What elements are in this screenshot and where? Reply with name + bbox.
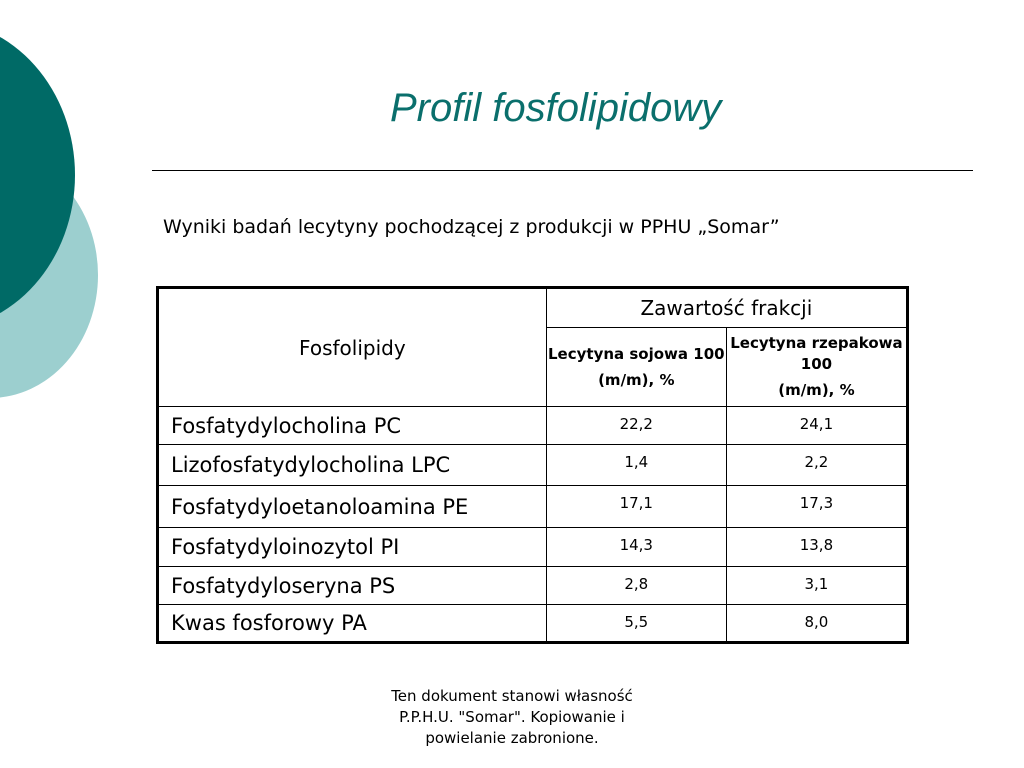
phospholipid-name: Fosfatydyloseryna PS <box>158 567 547 605</box>
column-unit: (m/m), % <box>778 381 855 399</box>
rapeseed-value: 2,2 <box>726 445 907 486</box>
soy-value: 5,5 <box>546 605 726 643</box>
table-header-row <box>158 288 908 328</box>
title-divider <box>152 170 973 171</box>
soy-value: 2,8 <box>546 567 726 605</box>
table-row <box>158 445 908 486</box>
column-name: Lecytyna sojowa 100 <box>548 344 725 363</box>
column-name: Lecytyna rzepakowa 100 <box>730 334 903 373</box>
table-row <box>158 486 908 528</box>
footer-line: Ten dokument stanowi własność <box>391 687 633 705</box>
phospholipid-name: Fosfatydyloinozytol PI <box>158 528 547 567</box>
soy-value: 1,4 <box>546 445 726 486</box>
phospholipid-name: Fosfatydyloetanoloamina PE <box>158 486 547 528</box>
copyright-footer <box>340 686 684 749</box>
phospholipid-name: Kwas fosforowy PA <box>158 605 547 643</box>
rapeseed-value: 24,1 <box>726 407 907 445</box>
phospholipid-name: Lizofosfatydylocholina LPC <box>158 445 547 486</box>
rapeseed-value: 17,3 <box>726 486 907 528</box>
rapeseed-value: 13,8 <box>726 528 907 567</box>
table-row <box>158 567 908 605</box>
footer-line: P.P.H.U. "Somar". Kopiowanie i <box>399 708 625 726</box>
header-soy-lecithin <box>546 328 726 407</box>
table-row <box>158 605 908 643</box>
soy-value: 14,3 <box>546 528 726 567</box>
rapeseed-value: 3,1 <box>726 567 907 605</box>
slide-title: Profil fosfolipidowy <box>390 86 722 130</box>
column-unit: (m/m), % <box>598 370 675 389</box>
slide-subtitle: Wyniki badań lecytyny pochodzącej z produkcji w PPHU „Somar” <box>163 216 780 238</box>
header-fraction-content: Zawartość frakcji <box>546 288 907 328</box>
footer-line: powielanie zabronione. <box>425 729 599 747</box>
header-rapeseed-lecithin <box>726 328 907 407</box>
header-phospholipids: Fosfolipidy <box>158 288 547 407</box>
phospholipid-table <box>156 286 909 644</box>
table-row <box>158 407 908 445</box>
table-row <box>158 528 908 567</box>
rapeseed-value: 8,0 <box>726 605 907 643</box>
soy-value: 17,1 <box>546 486 726 528</box>
soy-value: 22,2 <box>546 407 726 445</box>
phospholipid-name: Fosfatydylocholina PC <box>158 407 547 445</box>
